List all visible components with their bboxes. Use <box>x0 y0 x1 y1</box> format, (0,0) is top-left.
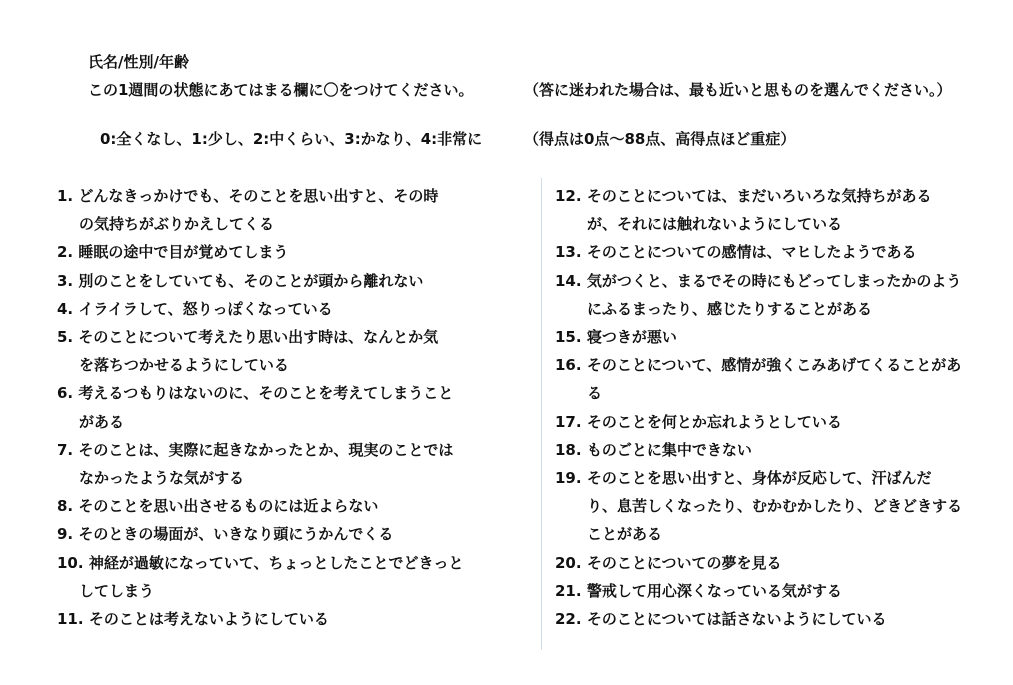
question-item-12 <box>555 182 962 238</box>
question-number: 22. <box>555 610 582 629</box>
question-item-5 <box>57 323 464 379</box>
question-text: イライラして、怒りっぽくなっている <box>78 299 333 318</box>
question-text: 睡眠の途中で目が覚めてしまう <box>78 243 289 262</box>
question-item-15 <box>555 323 962 351</box>
question-number: 16. <box>555 356 582 375</box>
question-number: 11. <box>57 610 84 629</box>
question-number: 5. <box>57 328 74 347</box>
question-list-right <box>555 182 962 633</box>
question-text: そのことは考えないようにしている <box>88 610 329 629</box>
question-number: 13. <box>555 243 582 262</box>
question-text: そのことについての感情は、マヒしたようである <box>586 243 917 262</box>
question-text-continued: を落ちつかせるようにしている <box>79 356 289 375</box>
question-text-continued: なかったような気がする <box>79 469 245 488</box>
question-number: 21. <box>555 581 582 600</box>
question-item-17 <box>555 408 962 436</box>
question-text: どんなきっかけでも、そのことを思い出すと、その時 <box>78 187 439 205</box>
question-item-16 <box>555 351 962 407</box>
question-number: 14. <box>555 271 582 290</box>
question-number: 8. <box>57 497 74 516</box>
question-item-3 <box>57 267 464 295</box>
question-number: 1. <box>57 187 74 205</box>
question-number: 3. <box>57 271 74 290</box>
question-text-continued: が、それには触れないようにしている <box>587 215 843 234</box>
question-number: 2. <box>57 243 74 262</box>
question-number: 6. <box>57 384 74 403</box>
question-number: 12. <box>555 187 582 205</box>
question-item-18 <box>555 436 962 464</box>
question-number: 19. <box>555 469 582 488</box>
question-item-10 <box>57 549 464 605</box>
question-text: そのことについては、まだいろいろな気持ちがある <box>586 187 932 205</box>
question-item-11 <box>57 605 464 633</box>
question-text-continued: の気持ちがぶりかえしてくる <box>79 215 275 234</box>
score-note: （得点は0点～88点、高得点ほど重症） <box>524 130 796 148</box>
question-text-continued: にふるまったり、感じたりすることがある <box>587 299 873 318</box>
question-text: そのことについての夢を見る <box>586 553 782 572</box>
question-text-continued: がある <box>79 412 125 431</box>
question-number: 18. <box>555 440 582 459</box>
question-text: 神経が過敏になっていて、ちょっとしたことでどきっと <box>88 553 464 572</box>
question-text: 別のことをしていても、そのことが頭から離れない <box>78 271 424 290</box>
question-number: 7. <box>57 440 74 459</box>
question-item-7 <box>57 436 464 492</box>
question-text-continued: る <box>587 384 603 403</box>
name-gender-age-label: 氏名/性別/年齢 <box>88 53 189 71</box>
question-number: 20. <box>555 553 582 572</box>
question-number: 4. <box>57 299 74 318</box>
question-item-8 <box>57 492 464 520</box>
question-text: ものごとに集中できない <box>586 440 752 459</box>
question-item-13 <box>555 238 962 266</box>
question-text: そのことについては話さないようにしている <box>586 610 887 629</box>
question-text: そのことについて考えたり思い出す時は、なんとか気 <box>78 328 439 347</box>
question-item-20 <box>555 549 962 577</box>
question-text-continued-2: ことがある <box>587 525 663 544</box>
question-text: そのことを何とか忘れようとしている <box>586 412 842 431</box>
question-item-22 <box>555 605 962 633</box>
question-item-4 <box>57 295 464 323</box>
question-text: そのことは、実際に起きなかったとか、現実のことでは <box>78 440 454 459</box>
column-divider <box>541 178 542 650</box>
question-number: 9. <box>57 525 74 544</box>
question-text: そのことについて、感情が強くこみあげてくることがあ <box>586 356 962 375</box>
question-item-21 <box>555 577 962 605</box>
question-text: そのことを思い出すと、身体が反応して、汗ばんだ <box>586 469 932 488</box>
question-text-continued: してしまう <box>79 581 155 600</box>
question-text: 寝つきが悪い <box>586 328 677 347</box>
question-text: そのことを思い出させるものには近よらない <box>78 497 379 516</box>
question-item-6 <box>57 379 464 435</box>
question-number: 17. <box>555 412 582 431</box>
question-item-14 <box>555 267 962 323</box>
question-text: 考えるつもりはないのに、そのことを考えてしまうこと <box>78 384 454 403</box>
question-list-left <box>57 182 464 633</box>
instruction-text: この1週間の状態にあてはまる欄に〇をつけてください。 <box>88 81 474 99</box>
question-number: 10. <box>57 553 84 572</box>
question-item-19 <box>555 464 962 549</box>
question-text: そのときの場面が、いきなり頭にうかんでくる <box>78 525 394 544</box>
answer-note: （答に迷われた場合は、最も近いと思ものを選んでください。） <box>524 81 952 99</box>
question-item-2 <box>57 238 464 266</box>
question-number: 15. <box>555 328 582 347</box>
question-item-1 <box>57 182 464 238</box>
question-text: 気がつくと、まるでその時にもどってしまったかのよう <box>586 271 962 290</box>
question-text-continued: り、息苦しくなったり、むかむかしたり、どきどきする <box>587 497 963 516</box>
rating-scale: 0:全くなし、1:少し、2:中くらい、3:かなり、4:非常に <box>100 130 483 148</box>
question-text: 警戒して用心深くなっている気がする <box>586 581 842 600</box>
question-item-9 <box>57 520 464 548</box>
